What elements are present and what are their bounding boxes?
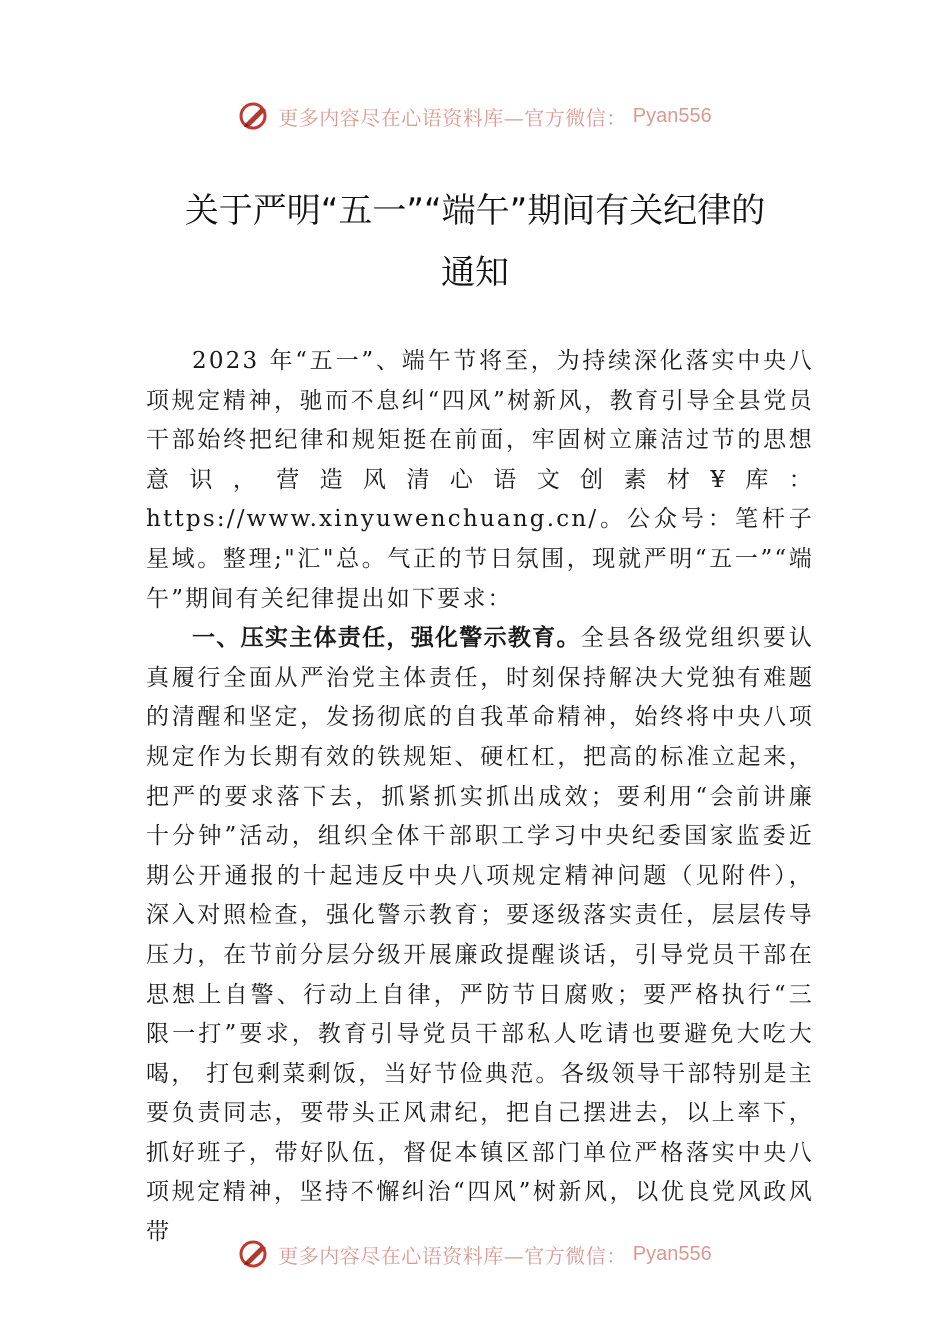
intro-paragraph: 2023 年“五一”、端午节将至，为持续深化落实中央八项规定精神，驰而不息纠“四风”树新风，教育引导全县党员干部始终把纪律和规矩挺在前面，牢固树立廉洁过节的思想意识，营造风清心语文创素材¥库：https://www.xinyuwenchuang.cn/。公众号：笔杆子星域。整理;"汇"总。气正的节日氛围，现就严明“五一”“端午”期间有关纪律提出如下要求： (146, 348, 814, 612)
watermark-text: 更多内容尽在心语资料库—官方微信： (278, 105, 627, 130)
title-line-2: 通知 (441, 253, 509, 293)
watermark-banner-bottom (0, 1234, 950, 1274)
watermark-banner-top (0, 96, 950, 136)
section-1-body: 全县各级党组织要认真履行全面从严治党主体责任，时刻保持解决大党独有难题的清醒和坚定，发扬彻底的自我革命精神，始终将中央八项规定作为长期有效的铁规矩、硬杠杠，把高的标准立起来，把严的要求落下去，抓紧抓实抓出成效；要利用“会前讲廉十分钟”活动，组织全体干部职工学习中央纪委国家监委近期公开通报的十起违反中央八项规定精神问题（见附件），深入对照检查，强化警示教育；要逐级落实责任，层层传导压力，在节前分层分级开展廉政提醒谈话，引导党员干部在思想上自警、行动上自律，严防节日腐败；要严格执行“三限一打”要求，教育引导党员干部私人吃请也要避免大吃大喝， 打包剩菜剩饭，当好节俭典范。各级领导干部特别是主要负责同志，要带头正风肃纪，把自己摆进去，以上率下，抓好班子，带好队伍，督促本镇区部门单位严格落实中央八项规定精神，坚持不懈纠治“四风”树新风，以优良党风政风带 (146, 625, 814, 1246)
watermark-text: 更多内容尽在心语资料库—官方微信： (278, 1243, 627, 1268)
document-body (146, 342, 814, 1253)
section-1-paragraph (146, 619, 814, 1253)
section-1-heading: 一、压实主体责任，强化警示教育。 (192, 625, 581, 652)
watermark-wechat-id: Pyan556 (632, 104, 712, 127)
pen-logo-icon (238, 1237, 272, 1271)
title-line-1: 关于严明“五一”“端午”期间有关纪律的 (184, 191, 766, 231)
pen-logo-icon (238, 99, 272, 133)
document-title (120, 180, 830, 304)
watermark-wechat-id: Pyan556 (632, 1242, 712, 1265)
